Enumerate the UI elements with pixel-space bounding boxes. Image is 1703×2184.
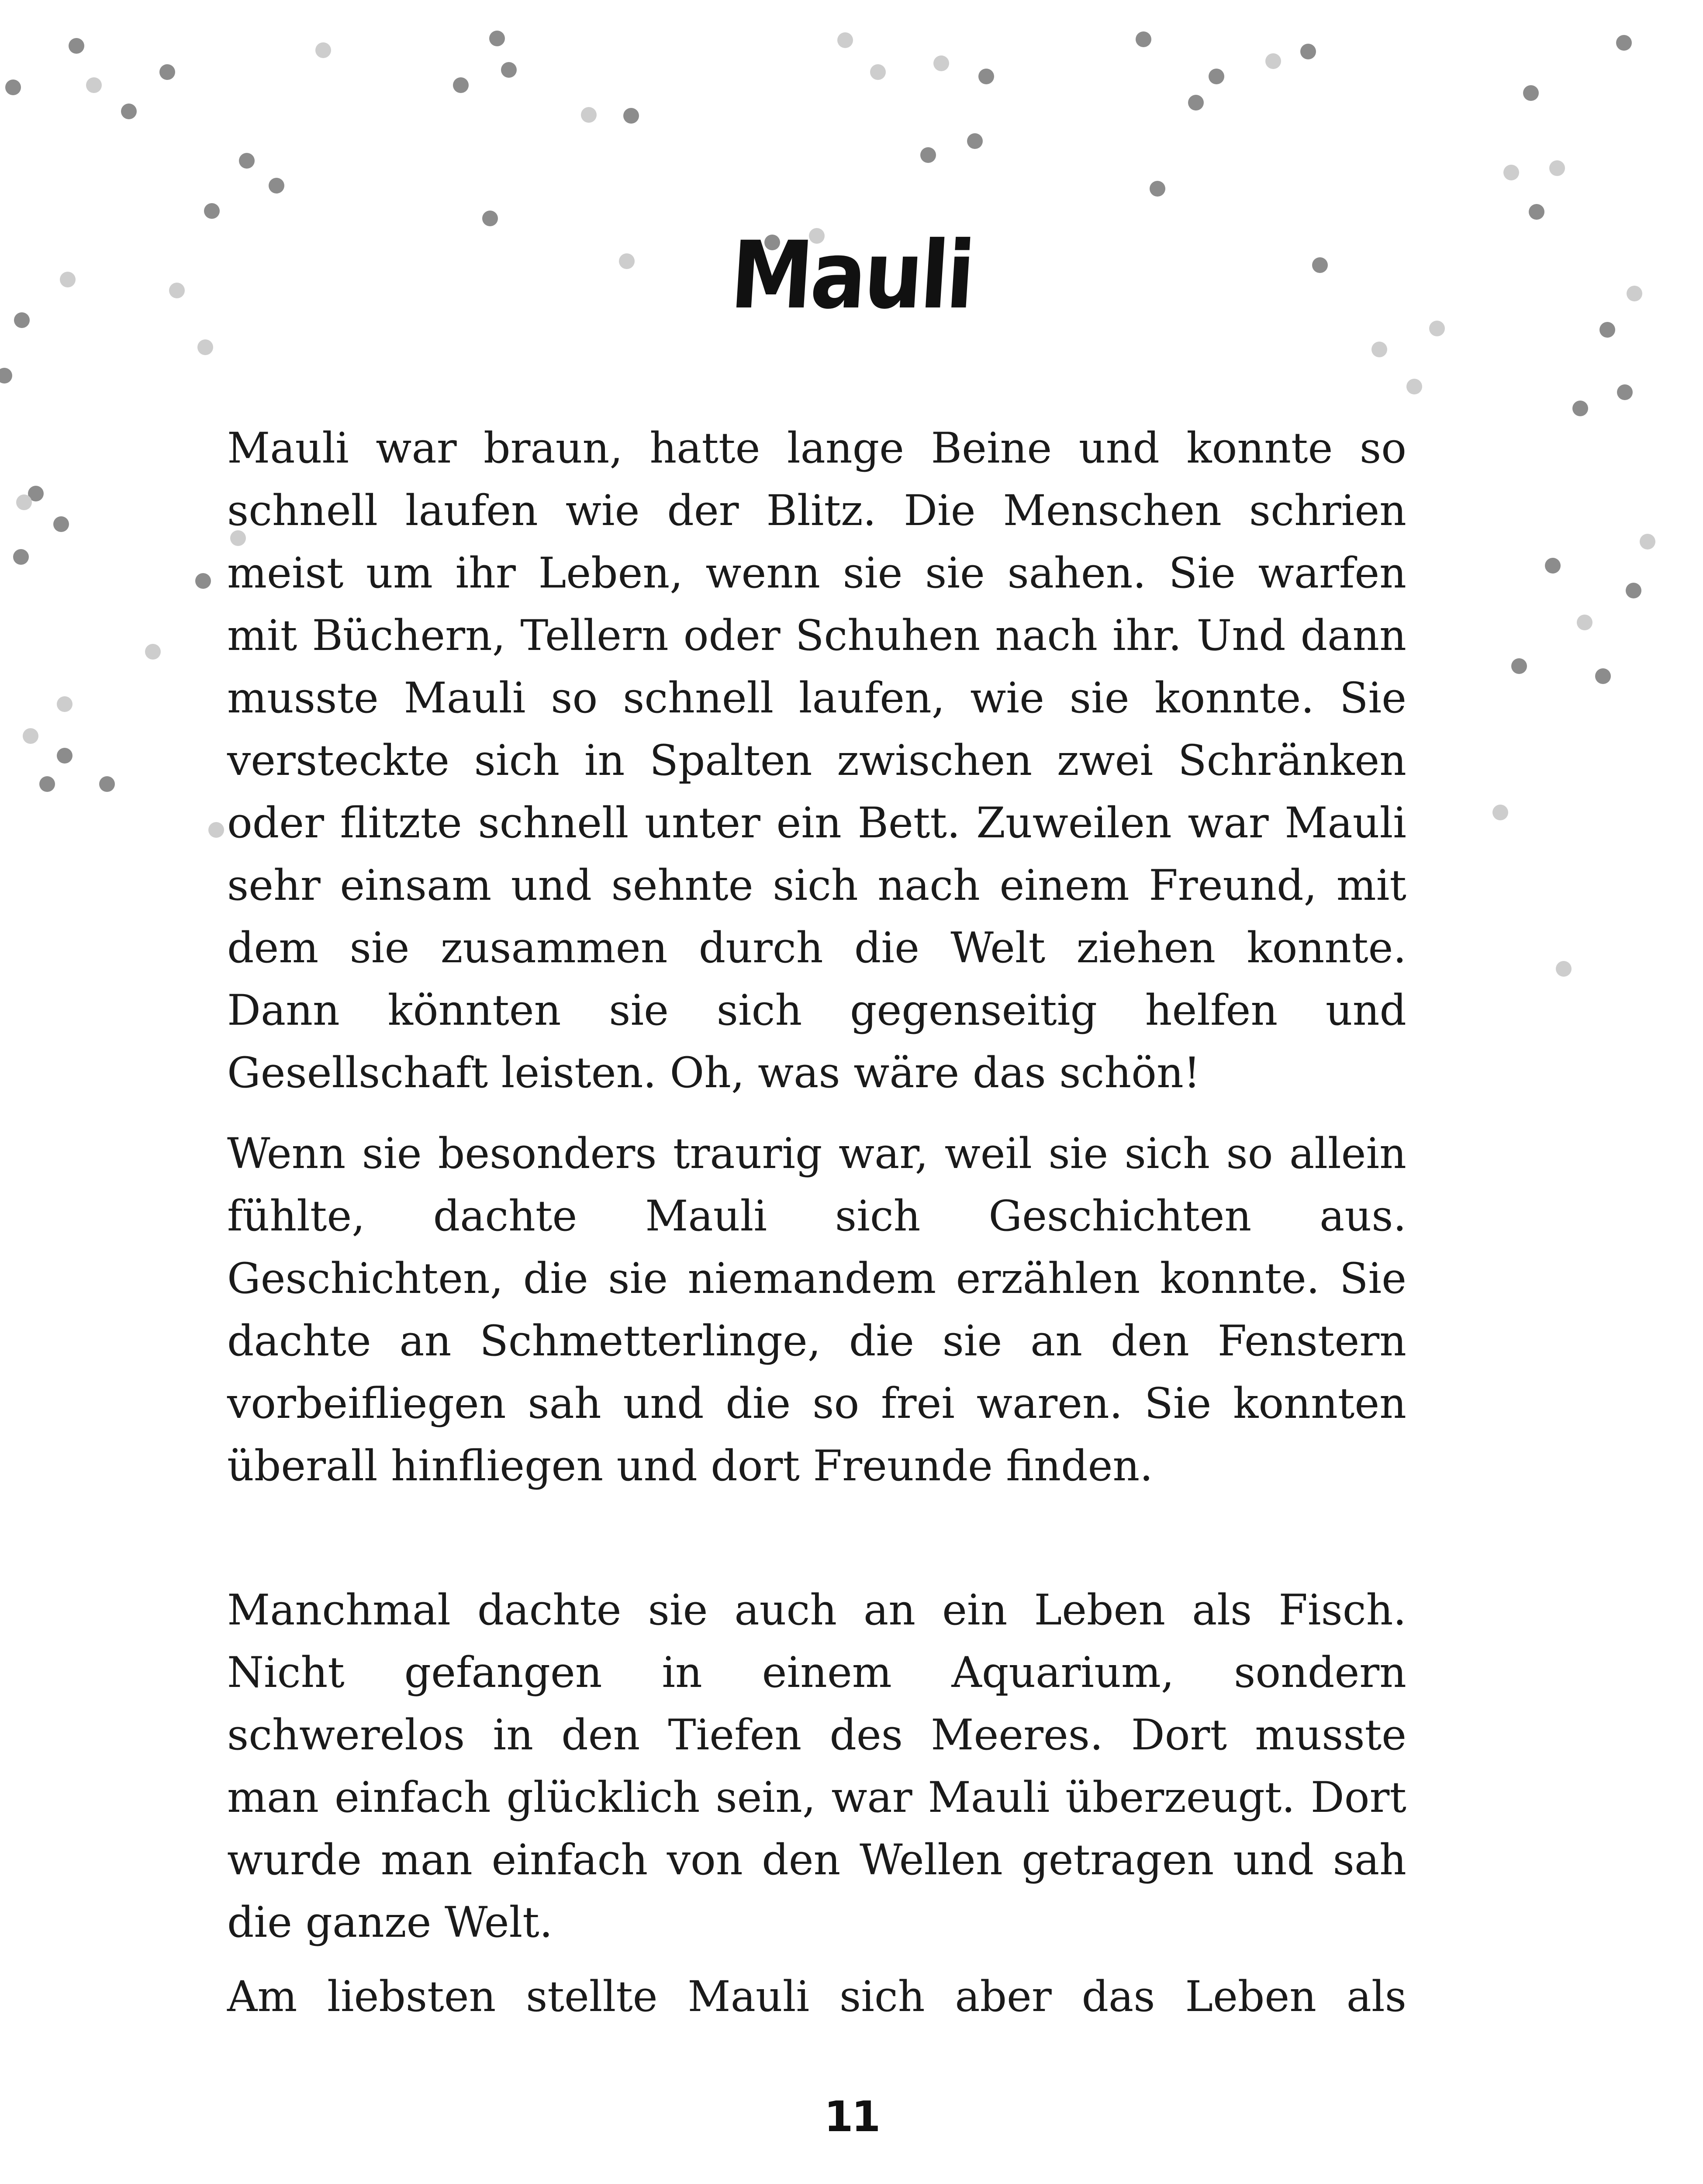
paragraph-2: Wenn sie besonders traurig war, weil sie sich so allein fühlte, dachte Mauli sich Geschichten aus. Geschichten, die sie niemandem erzählen konnte. Sie dachte an Schmetterlinge, die sie an den Fenstern vorbeifliegen sah und die so frei waren. Sie konnten überall hinfliegen und dort Freunde finden.: [227, 1129, 1406, 1490]
paragraph-1: Mauli war braun, hatte lange Beine und konnte so schnell laufen wie der Blitz. Die Menschen schrien meist um ihr Leben, wenn sie sie sahen. Sie warfen mit Büchern, Tellern oder Schuhen nach ihr. Und dann musste Mauli so schnell laufen, wie sie konnte. Sie versteckte sich in Spalten zwischen zwei Schränken oder flitzte schnell unter ein Bett. Zuweilen war Mauli sehr einsam und sehnte sich nach einem Freund, mit dem sie zusammen durch die Welt ziehen konnte. Dann könnten sie sich gegenseitig helfen und Gesellschaft leisten. Oh, was wäre das schön!: [227, 424, 1406, 1097]
page-number: 11: [824, 2092, 879, 2141]
chapter-title: Mauli: [727, 221, 976, 330]
paragraph-3: Manchmal dachte sie auch an ein Leben als Fisch. Nicht gefangen in einem Aquarium, sondern schwerelos in den Tiefen des Meeres. Dort musste man einfach glücklich sein, war Mauli überzeugt. Dort wurde man einfach von den Wellen getragen und sah die ganze Welt.: [227, 1586, 1406, 1947]
paragraph-4: Am liebsten stellte Mauli sich aber das Leben als: [227, 1972, 1406, 2021]
story-text: [227, 417, 1406, 2028]
